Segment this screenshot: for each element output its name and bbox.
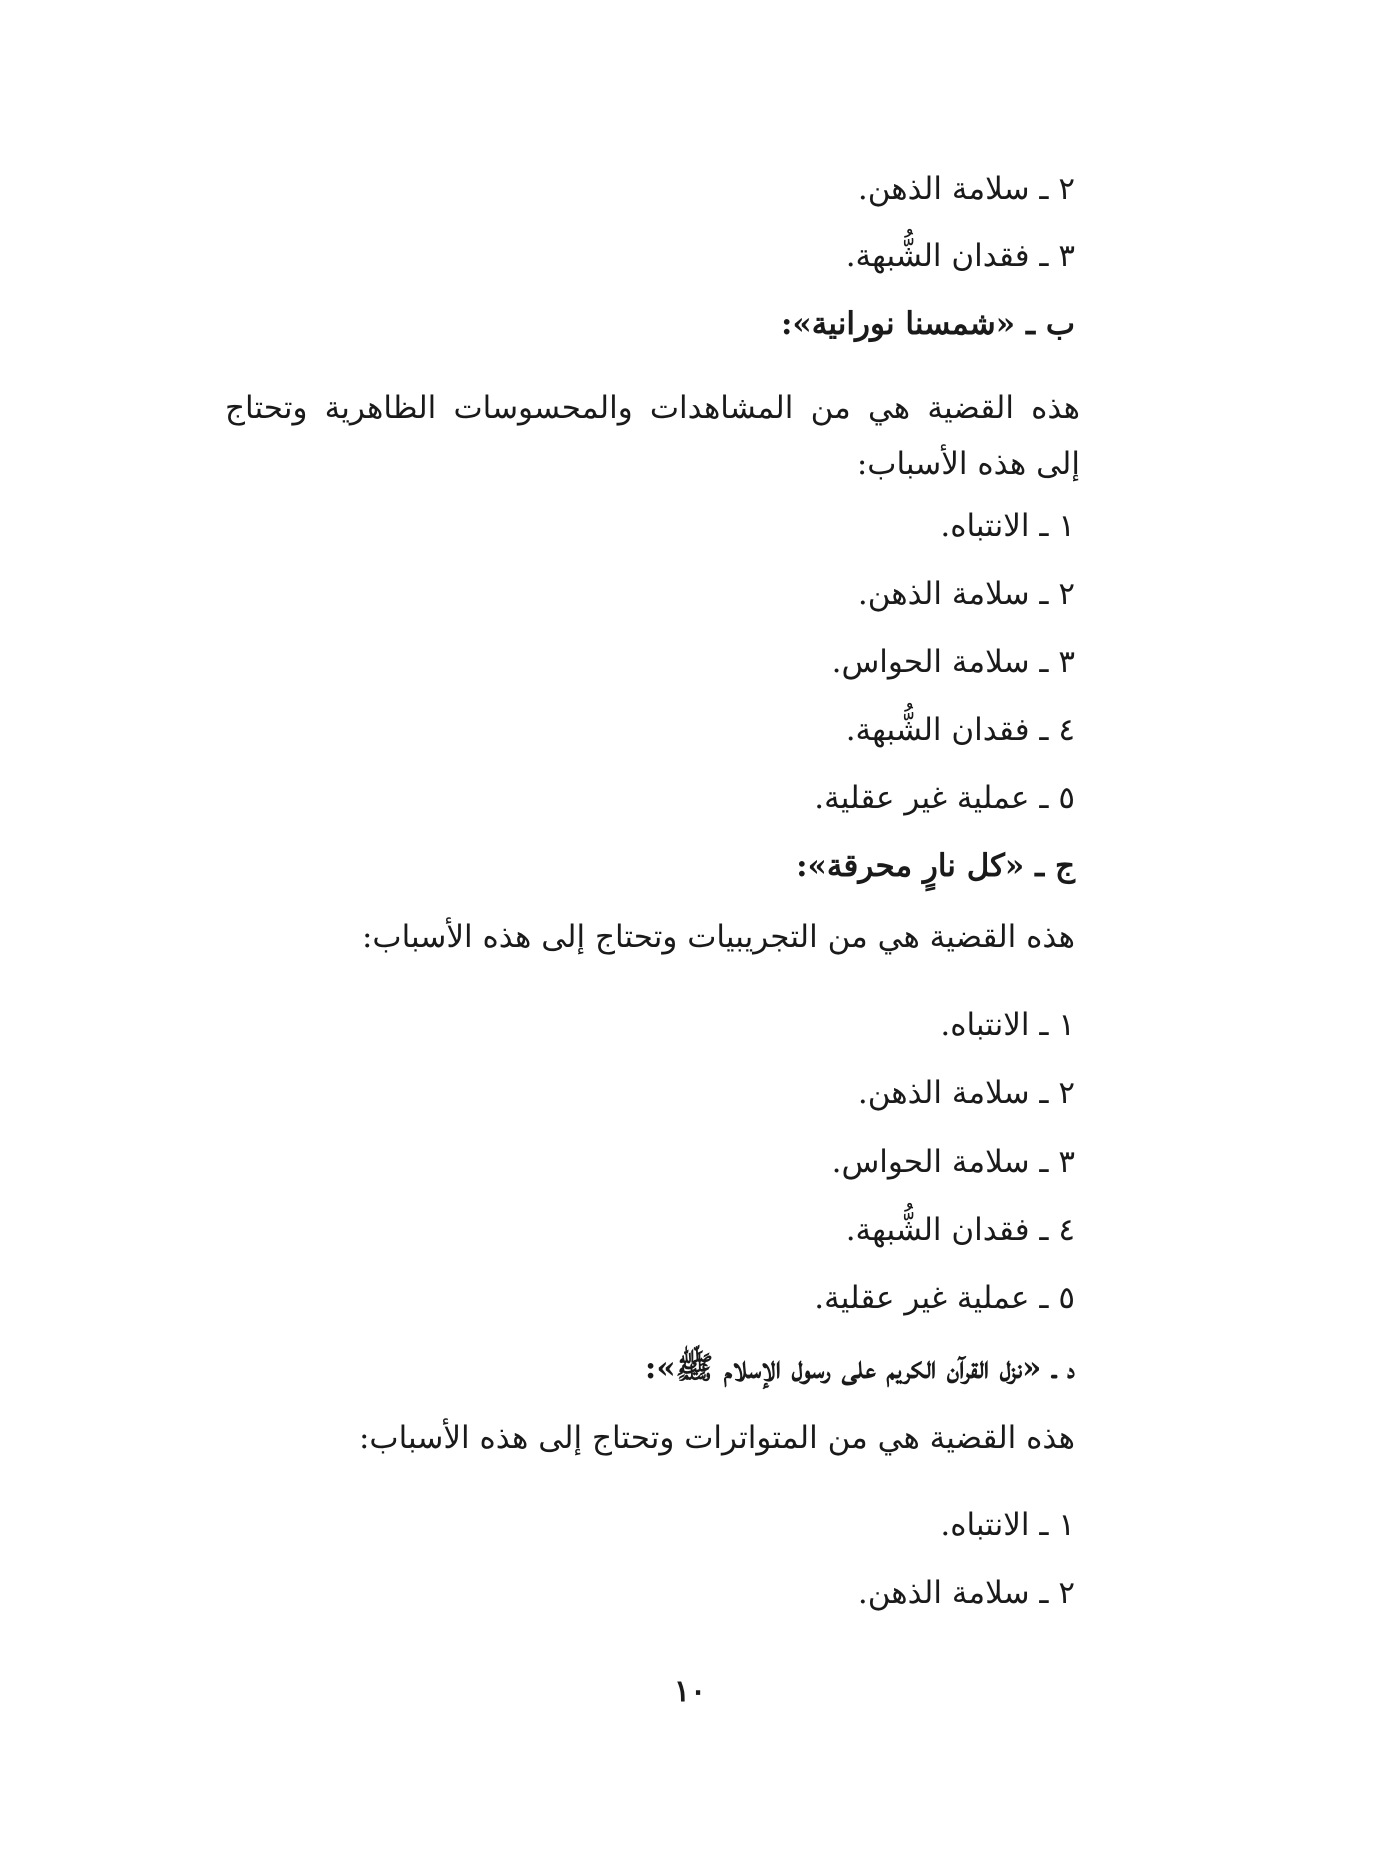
list-item: ٥ ـ عملية غير عقلية. [814,780,1075,816]
list-item: ٢ ـ سلامة الذهن. [857,576,1075,612]
list-item: ١ ـ الانتباه. [940,508,1075,544]
list-item: ٣ ـ سلامة الحواس. [831,644,1075,680]
section-paragraph-d: هذه القضية هي من المتواترات وتحتاج إلى هذه الأسباب: [358,1420,1075,1456]
list-item: ٤ ـ فقدان الشُّبهة. [845,712,1075,748]
list-item: ٣ ـ سلامة الحواس. [831,1144,1075,1180]
list-item: ١ ـ الانتباه. [940,1007,1075,1043]
section-heading-b: ب ـ «شمسنا نورانية»: [780,306,1075,342]
section-paragraph-b: هذه القضية هي من المشاهدات والمحسوسات الظاهرية وتحتاج إلى هذه الأسباب: [225,390,1080,482]
list-item: ١ ـ الانتباه. [940,1507,1075,1543]
section-heading-d: د ـ «نزل القرآن الكريم على رسول الإسلام ﷺ»: [644,1350,1075,1386]
list-item: ٣ ـ فقدان الشُّبهة. [845,238,1075,274]
section-paragraph-j: هذه القضية هي من التجريبيات وتحتاج إلى هذه الأسباب: [361,919,1075,955]
list-item: ٤ ـ فقدان الشُّبهة. [845,1212,1075,1248]
section-heading-j: ج ـ «كل نارٍ محرقة»: [796,848,1075,884]
list-item: ٥ ـ عملية غير عقلية. [814,1280,1075,1316]
page-number: ١٠ [673,1674,707,1709]
list-item: ٢ ـ سلامة الذهن. [857,1075,1075,1111]
list-item: ٢ ـ سلامة الذهن. [857,171,1075,207]
list-item: ٢ ـ سلامة الذهن. [857,1575,1075,1611]
